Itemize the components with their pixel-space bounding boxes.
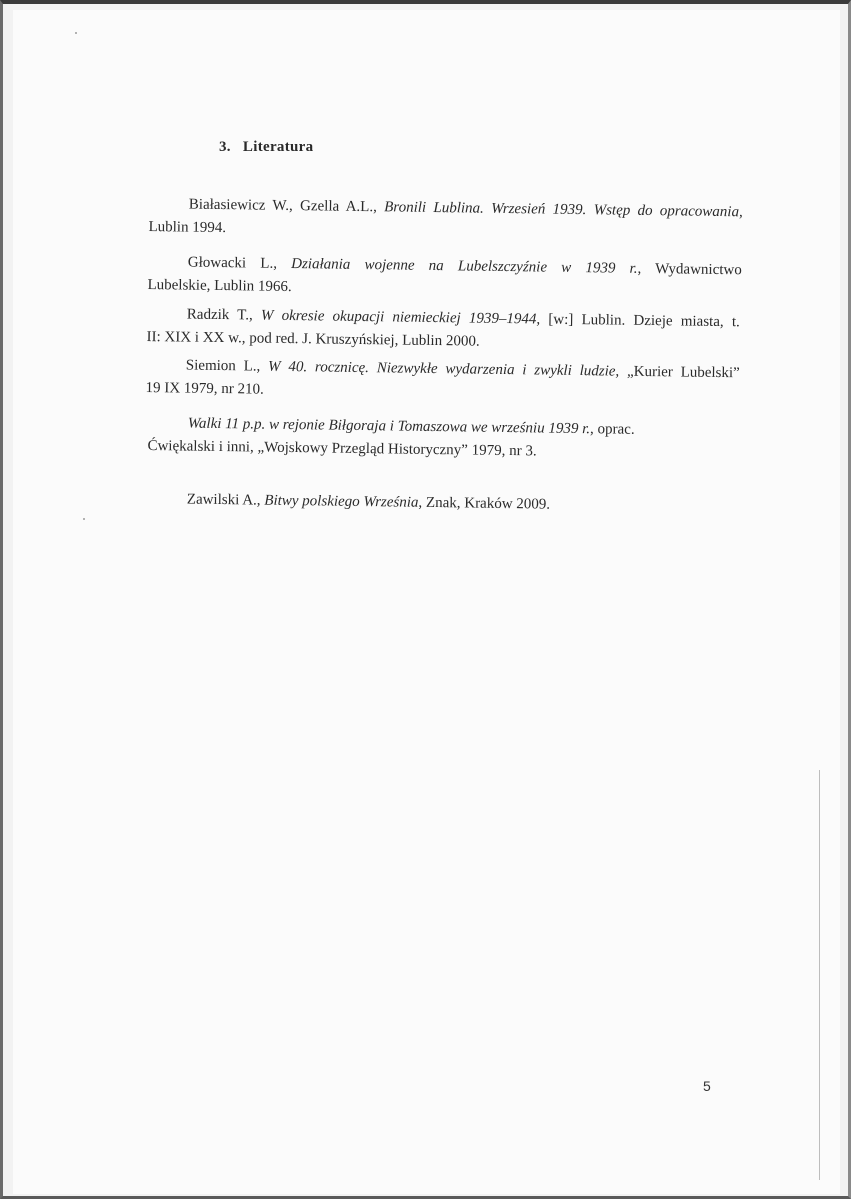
italic-title-text: Bronili Lublina. Wrzesień 1939. Wstęp do opracowania,	[384, 199, 743, 221]
document-page	[13, 10, 840, 1194]
entry-line-1	[147, 488, 667, 518]
entry-text: Lublin 1994.	[148, 218, 227, 237]
section-heading	[219, 139, 313, 156]
bibliography-entry	[147, 488, 667, 518]
bibliography-entry	[146, 303, 740, 357]
entry-text: 19 IX 1979, nr 210.	[145, 379, 264, 398]
entry-text: , oprac.	[589, 421, 635, 438]
entry-text: „Kurier Lubelski”	[619, 363, 740, 382]
entry-text: , Znak, Kraków 2009.	[418, 494, 551, 513]
section-number: 3.	[219, 139, 231, 155]
italic-title-text: W 40. rocznicę. Niezwykłe wydarzenia i zwykli ludzie,	[268, 358, 620, 380]
bibliography-entry	[145, 354, 740, 408]
entry-text: Lubelskie, Lublin 1966.	[147, 276, 292, 296]
bibliography-entry	[147, 412, 668, 465]
bibliography-entry	[147, 251, 742, 305]
entry-text: Białasiewicz W., Gzella A.L.,	[188, 196, 385, 216]
bibliography-entry	[148, 193, 743, 247]
italic-title-text: W okresie okupacji niemieckiej 1939–1944,	[260, 307, 541, 328]
entry-text: [w:] Lublin. Dzieje miasta, t.	[540, 311, 740, 331]
entry-text: Siemion L.,	[185, 357, 269, 375]
entry-text: , Wydawnictwo	[637, 260, 742, 279]
entry-text: Radzik T.,	[186, 306, 262, 324]
italic-title-text: Bitwy polskiego Września	[264, 492, 419, 511]
scan-edge-line	[819, 770, 820, 1180]
page-number: 5	[703, 1078, 711, 1094]
entry-text: II: XIX i XX w., pod red. J. Kruszyńskiej, Lublin 2000.	[146, 328, 480, 350]
section-title: Literatura	[242, 139, 314, 155]
entry-text: Głowacki L.,	[187, 254, 292, 272]
scan-speck	[75, 32, 77, 34]
italic-title-text: Działania wojenne na Lubelszczyźnie w 1939 r.	[291, 256, 638, 277]
scan-speck	[83, 518, 85, 520]
italic-title-text: Walki 11 p.p. w rejonie Biłgoraja i Tomaszowa we wrześniu 1939 r.	[187, 415, 591, 438]
entry-text: Zawilski A.,	[186, 491, 265, 509]
entry-text: Ćwiękalski i inni, „Wojskowy Przegląd Historyczny” 1979, nr 3.	[147, 437, 537, 460]
